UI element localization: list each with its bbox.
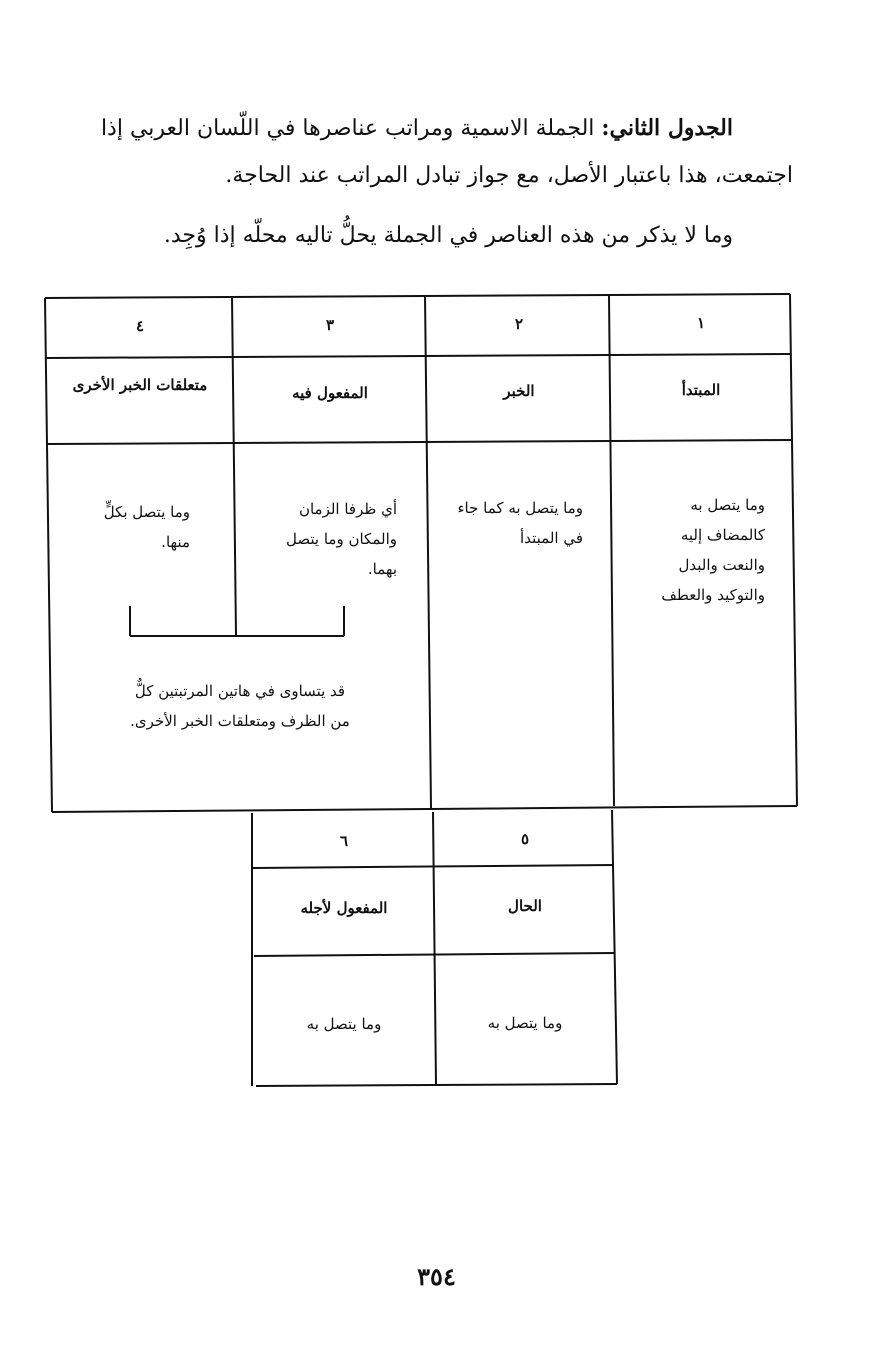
column-number-5: ٥ [520, 830, 530, 848]
page-number: ٣٥٤ [417, 1262, 456, 1291]
column-heading-4: متعلقات الخبر الأخرى [72, 376, 208, 394]
column-heading-2: الخبر [503, 382, 535, 400]
column-number-2: ٢ [514, 315, 524, 333]
column-number-3: ٣ [325, 316, 335, 334]
intro-line-3: وما لا يذكر من هذه العناصر في الجملة يحلُّ تاليه محلّه إذا وُجِد. [163, 223, 733, 248]
column-body-3: أي ظرفا الزمان والمكان وما يتصل بهما. [286, 500, 397, 578]
intro-line-1-text: الجملة الاسمية ومراتب عناصرها في اللّسان العربي إذا [100, 116, 595, 141]
intro-line-2: اجتمعت، هذا باعتبار الأصل، مع جواز تبادل المراتب عند الحاجة. [225, 163, 793, 188]
column-heading-3: المفعول فيه [292, 384, 368, 402]
column-number-1: ١ [696, 314, 706, 332]
column-heading-1: المبتدأ [681, 381, 721, 399]
bracket-note: قد يتساوى في هاتين المرتبتين كلٌّ من الظرف ومتعلقات الخبر الأخرى. [130, 682, 350, 730]
table-title: الجدول الثاني: [601, 115, 733, 141]
column-body-2: وما يتصل به كما جاء في المبتدأ [457, 499, 583, 547]
column-body-6: وما يتصل به [306, 1015, 382, 1033]
column-number-6: ٦ [339, 832, 349, 850]
column-body-5: وما يتصل به [487, 1014, 563, 1032]
column-heading-6: المفعول لأجله [300, 899, 388, 917]
column-body-4: وما يتصل بكلٍّ منها. [103, 503, 190, 551]
column-heading-5: الحال [508, 897, 542, 915]
column-number-4: ٤ [135, 317, 145, 335]
column-body-1: وما يتصل به كالمضاف إليه والنعت والبدل والتوكيد والعطف [661, 496, 765, 604]
